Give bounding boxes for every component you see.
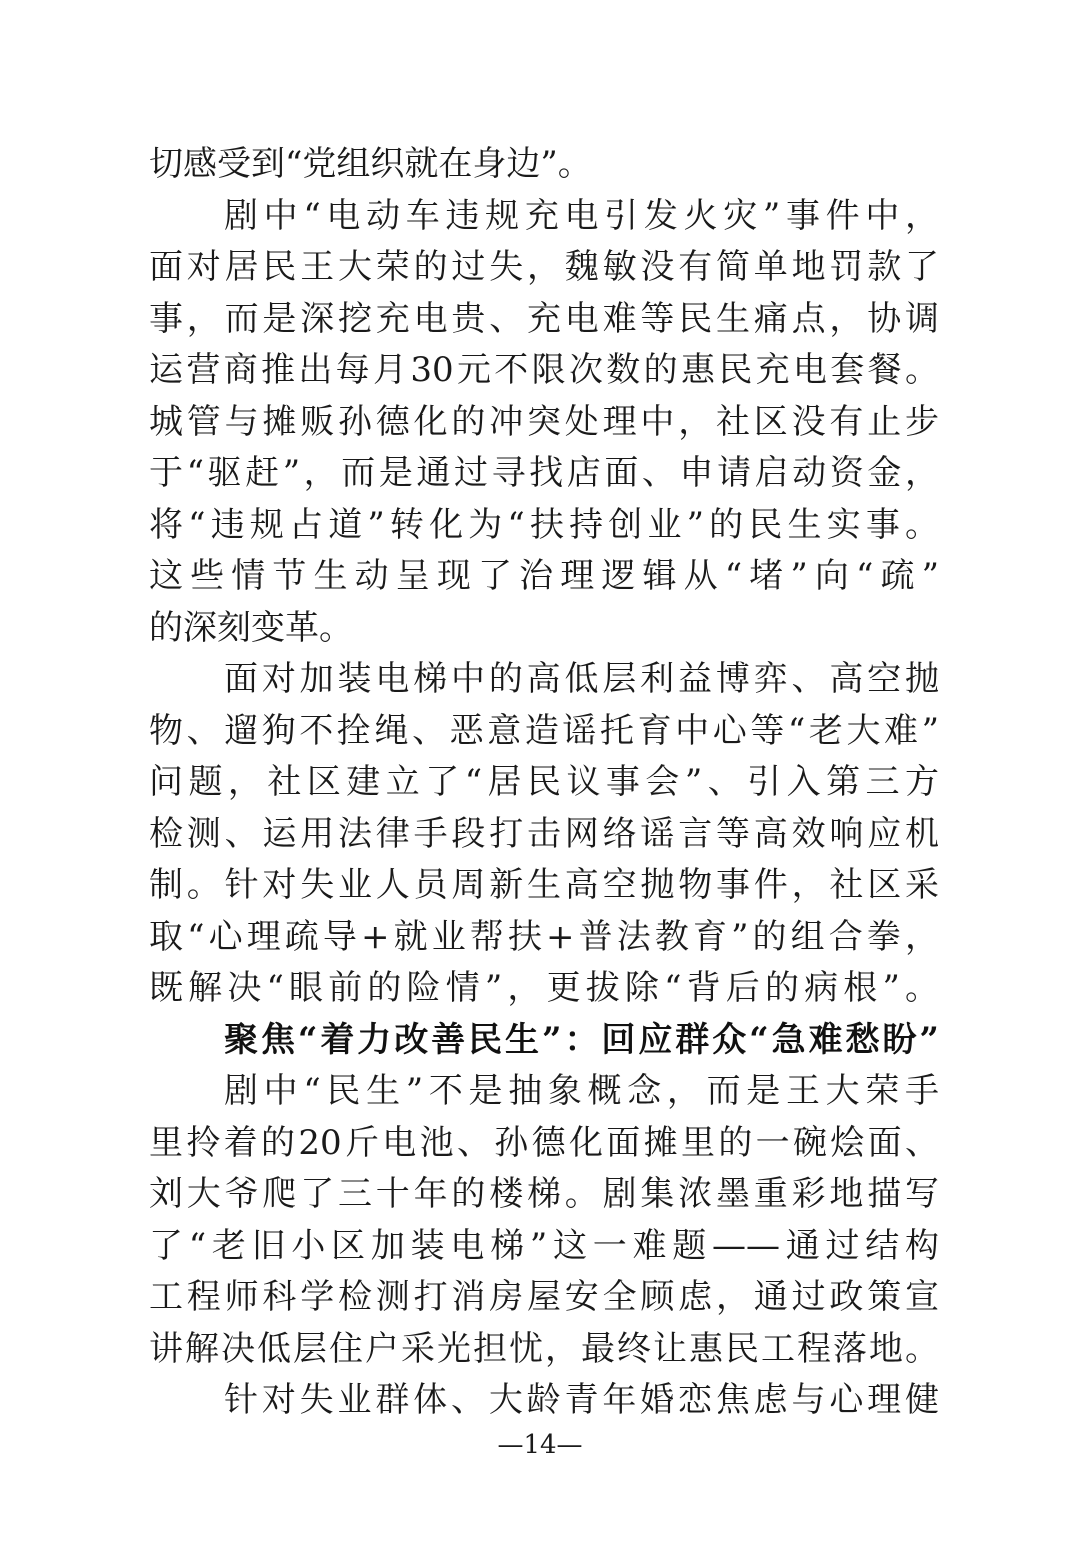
text-line: 切感受到“党组织就在身边”。 [149,144,592,184]
text-line: 的深刻变革。 [149,608,353,648]
text-line: 这些情节生动呈现了治理逻辑从“堵”向“疏” [149,556,939,596]
text-line: 里拎着的20斤电池、孙德化面摊里的一碗烩面、 [149,1123,939,1163]
text-line: 问题，社区建立了“居民议事会”、引入第三方 [149,762,939,802]
text-line: 面对居民王大荣的过失，魏敏没有简单地罚款了 [149,247,939,287]
text-line: 于“驱赶”，而是通过寻找店面、申请启动资金， [149,453,939,493]
text-line: 面对加装电梯中的高低层利益博弈、高空抛 [224,659,939,699]
text-line: 事，而是深挖充电贵、充电难等民生痛点，协调 [149,299,939,339]
text-line: 取“心理疏导+就业帮扶+普法教育”的组合拳， [149,917,939,957]
text-line: 将“违规占道”转化为“扶持创业”的民生实事。 [149,505,939,545]
text-line: 检测、运用法律手段打击网络谣言等高效响应机 [149,814,939,854]
text-line: 刘大爷爬了三十年的楼梯。剧集浓墨重彩地描写 [149,1174,939,1214]
text-line: 既解决“眼前的险情”，更拔除“背后的病根”。 [149,968,939,1008]
section-heading: 聚焦“着力改善民生”：回应群众“急难愁盼” [224,1020,939,1060]
text-line: 城管与摊贩孙德化的冲突处理中，社区没有止步 [149,402,939,442]
text-line: 物、遛狗不拴绳、恶意造谣托育中心等“老大难” [149,711,939,751]
text-line: 剧中“民生”不是抽象概念，而是王大荣手 [224,1071,939,1111]
text-line: 针对失业群体、大龄青年婚恋焦虑与心理健 [224,1380,939,1420]
text-line: 了“老旧小区加装电梯”这一难题——通过结构 [149,1226,939,1266]
text-line: 运营商推出每月30元不限次数的惠民充电套餐。 [149,350,939,390]
text-line: 讲解决低层住户采光担忧，最终让惠民工程落地。 [149,1329,939,1369]
text-line: 制。针对失业人员周新生高空抛物事件，社区采 [149,865,939,905]
page-number: —14— [497,1430,583,1460]
text-line: 剧中“电动车违规充电引发火灾”事件中， [224,196,939,236]
text-line: 工程师科学检测打消房屋安全顾虑，通过政策宣 [149,1277,939,1317]
